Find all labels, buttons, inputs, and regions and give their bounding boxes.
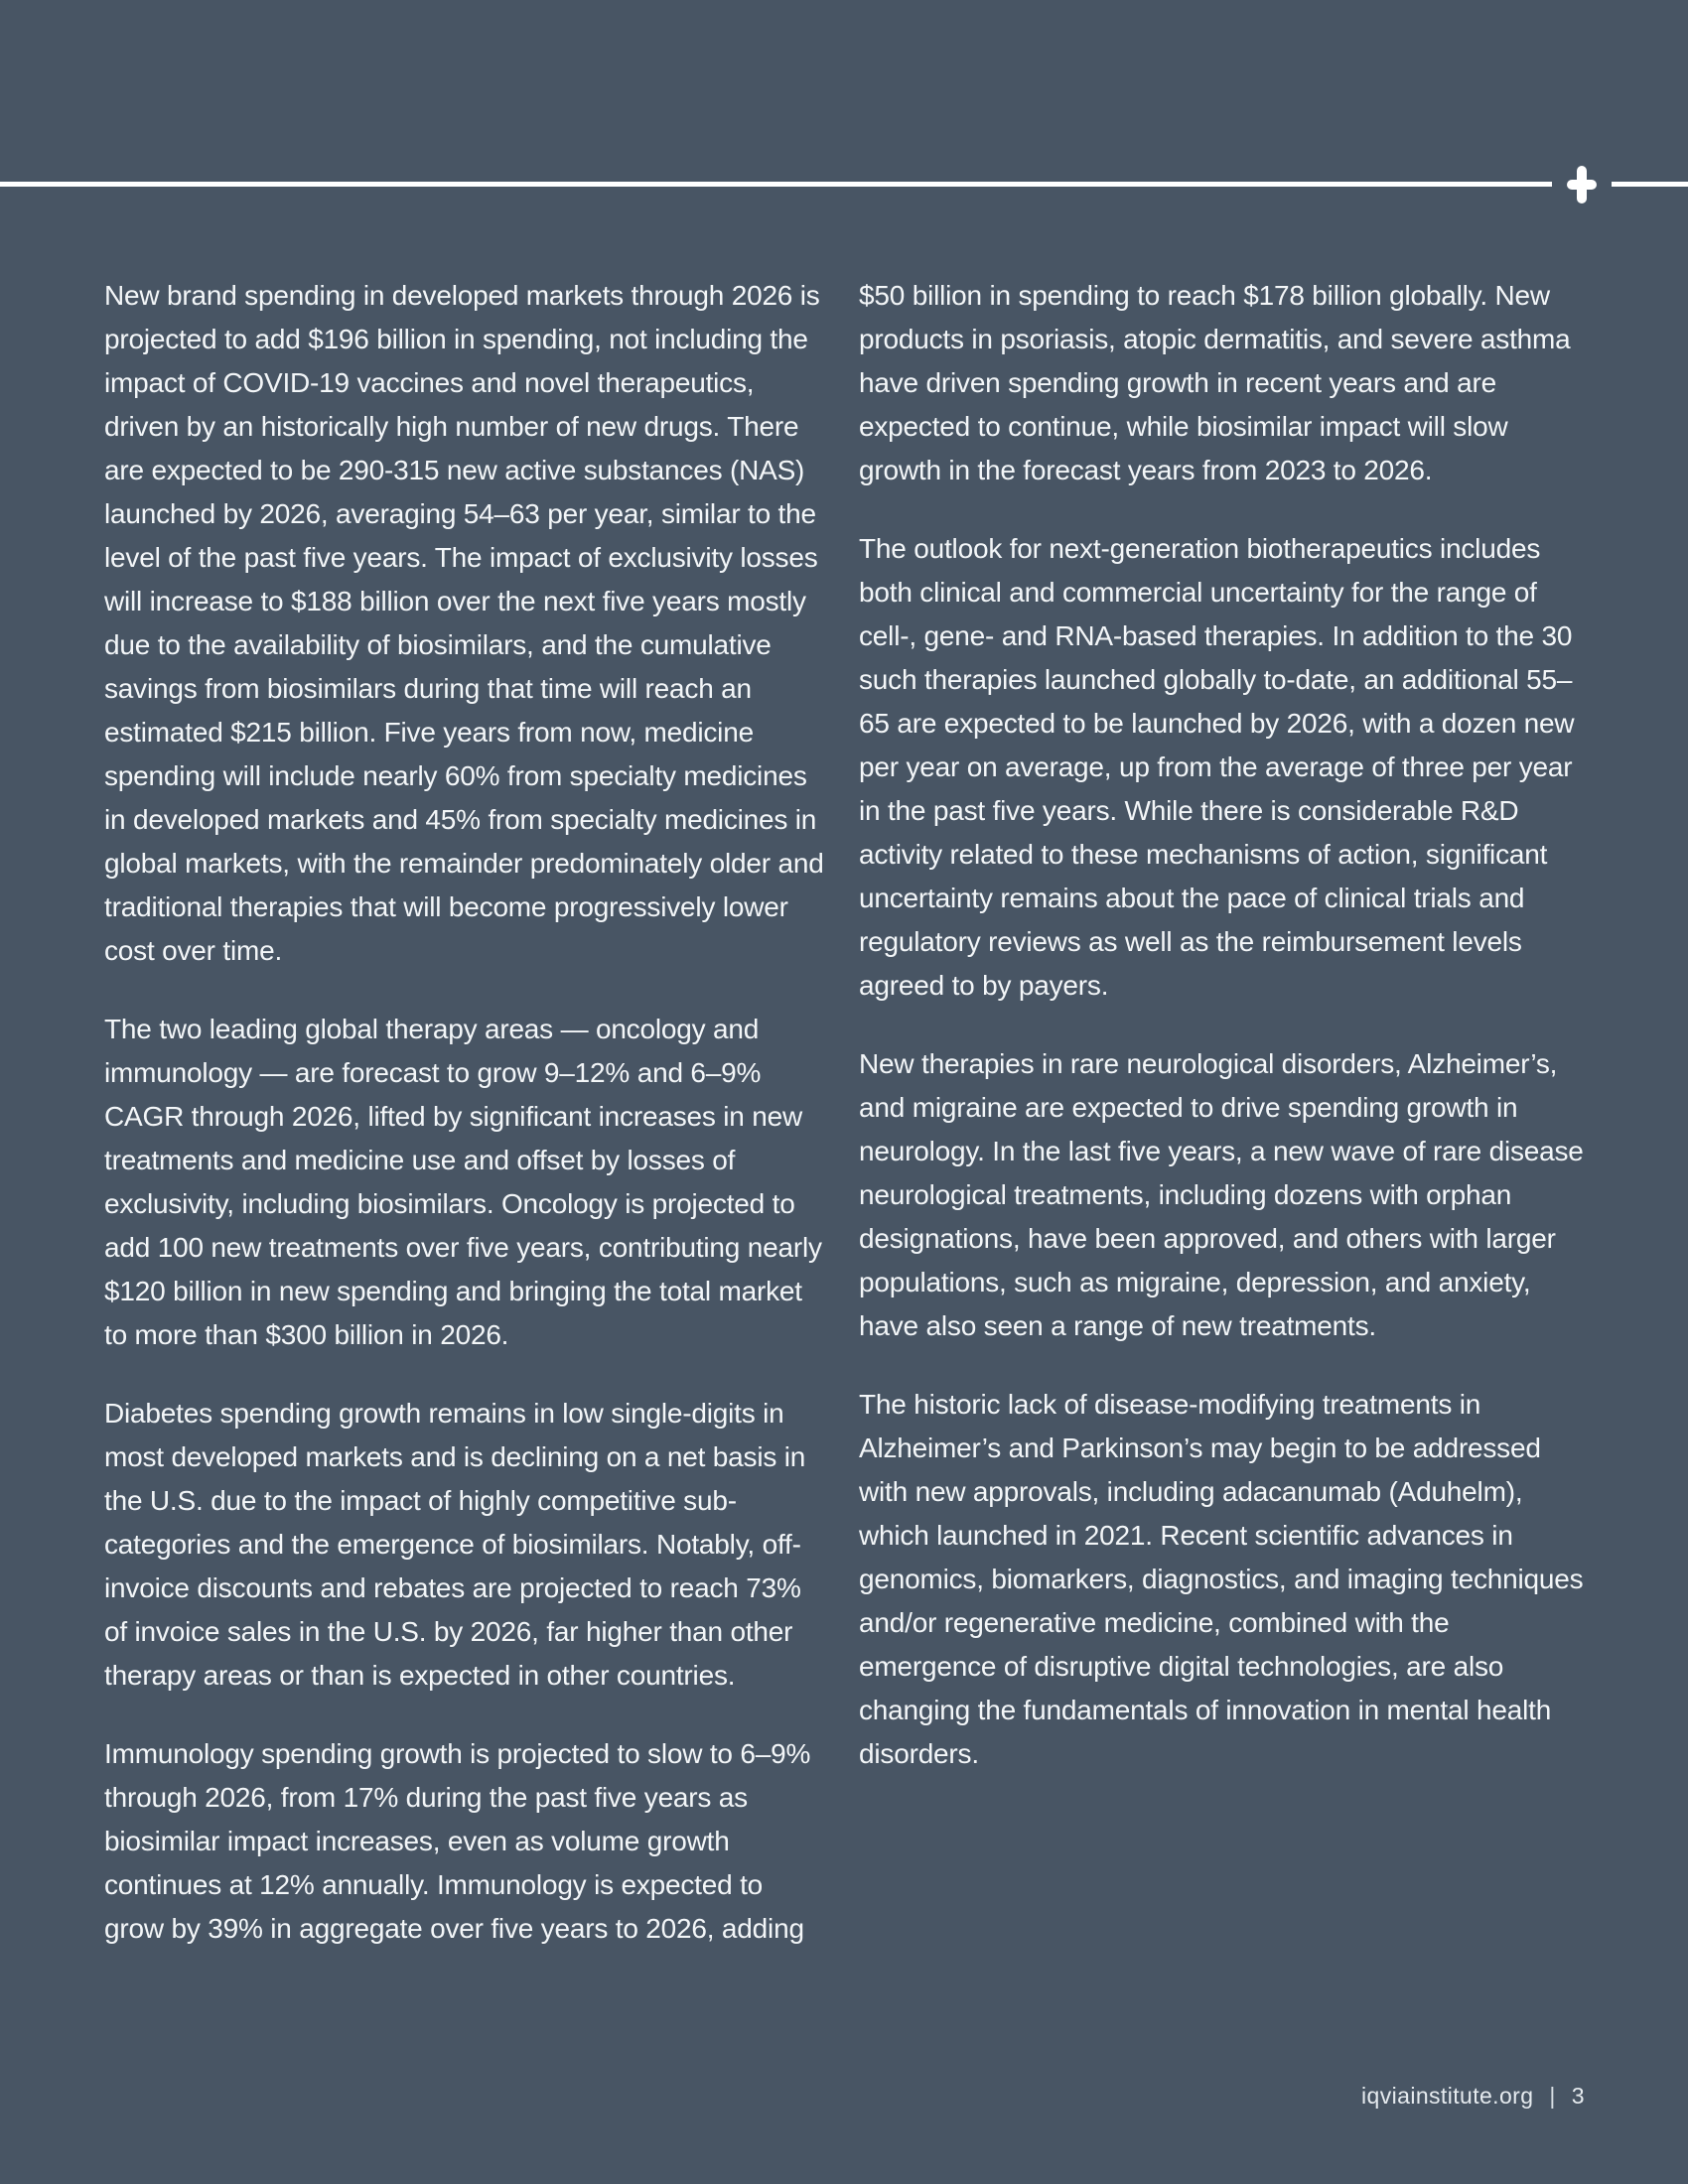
body-paragraph: The outlook for next-generation biotherapeutics includes both clinical and commercial uncertainty for the range of cell-, gene- and RNA-based therapies. In addition to the 30 such therapies launched globally to-date, an additional 55–65 are expected to be launched by 2026, with a dozen new per year on average, up from the average of three per year in the past five years. While there is considerable R&D activity related to these mechanisms of action, significant uncertainty remains about the pace of clinical trials and regulatory reviews as well as the reimbursement levels agreed to by payers. [859,533,1575,1001]
plus-icon [1552,156,1612,213]
body-paragraph: Diabetes spending growth remains in low single-digits in most developed markets and is declining on a net basis in the U.S. due to the impact of highly competitive sub-categories and the emergence of biosimilars. Notably, off-invoice discounts and rebates are projected to reach 73% of invoice sales in the U.S. by 2026, far higher than other therapy areas or than is expected in other countries. [104,1398,806,1691]
left-column [104,274,829,1985]
footer-separator: | [1549,2083,1556,2109]
header-rule [0,182,1688,187]
body-paragraph: $50 billion in spending to reach $178 billion globally. New products in psoriasis, atopic dermatitis, and severe asthma have driven spending growth in recent years and are expected to continue, while biosimilar impact will slow growth in the forecast years from 2023 to 2026. [859,280,1571,485]
body-paragraph: Immunology spending growth is projected to slow to 6–9% through 2026, from 17% during the past five years as biosimilar impact increases, even as volume growth continues at 12% annually. Immunology is expected to grow by 39% in aggregate over five years to 2026, adding [104,1738,811,1944]
two-column-body [104,274,1584,1985]
right-column [859,274,1584,1985]
body-paragraph: The historic lack of disease-modifying treatments in Alzheimer’s and Parkinson’s may begin to be addressed with new approvals, including adacanumab (Aduhelm), which launched in 2021. Recent scientific advances in genomics, biomarkers, diagnostics, and imaging techniques and/or regenerative medicine, combined with the emergence of disruptive digital technologies, are also changing the fundamentals of innovation in mental health disorders. [859,1389,1584,1769]
plus-icon-horizontal-bar [1567,180,1597,190]
body-paragraph: New brand spending in developed markets through 2026 is projected to add $196 billion in spending, not including the impact of COVID-19 vaccines and novel therapeutics, driven by an historically high number of new drugs. There are expected to be 290-315 new active substances (NAS) launched by 2026, averaging 54–63 per year, similar to the level of the past five years. The impact of exclusivity losses will increase to $188 billion over the next five years mostly due to the availability of biosimilars, and the cumulative savings from biosimilars during that time will reach an estimated $215 billion. Five years from now, medicine spending will include nearly 60% from specialty medicines in developed markets and 45% from specialty medicines in global markets, with the remainder predominately older and traditional therapies that will become progressively lower cost over time. [104,280,824,966]
page-number: 3 [1571,2083,1585,2109]
page-footer [1361,2083,1585,2110]
body-paragraph: The two leading global therapy areas — oncology and immunology — are forecast to grow 9–12% and 6–9% CAGR through 2026, lifted by significant increases in new treatments and medicine use and offset by losses of exclusivity, including biosimilars. Oncology is projected to add 100 new treatments over five years, contributing nearly $120 billion in new spending and bringing the total market to more than $300 billion in 2026. [104,1014,822,1350]
footer-site-url: iqviainstitute.org [1361,2083,1534,2109]
body-paragraph: New therapies in rare neurological disorders, Alzheimer’s, and migraine are expected to drive spending growth in neurology. In the last five years, a new wave of rare disease neurological treatments, including dozens with orphan designations, have been approved, and others with larger populations, such as migraine, depression, and anxiety, have also seen a range of new treatments. [859,1048,1584,1341]
